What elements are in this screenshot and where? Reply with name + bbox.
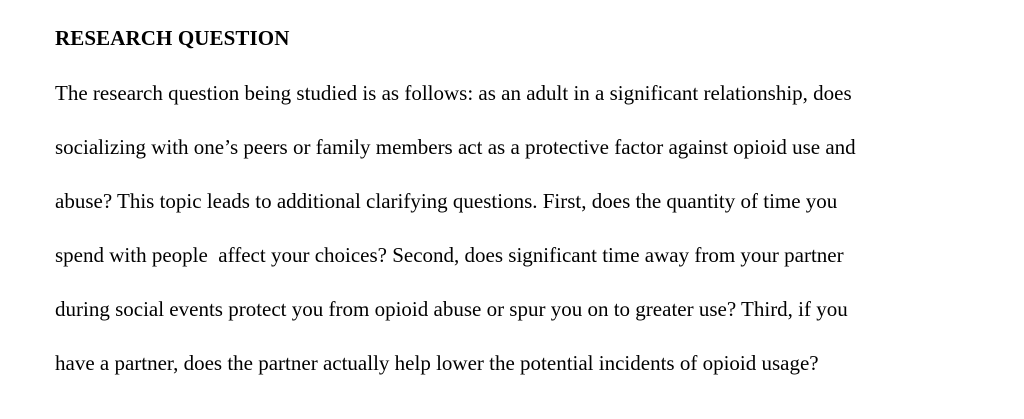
paragraph-line-5: during social events protect you from opioid abuse or spur you on to greater use? Third, if you xyxy=(55,297,848,321)
paragraph-line-6: have a partner, does the partner actually help lower the potential incidents of opioid usage? xyxy=(55,351,819,375)
paragraph-line-2: socializing with one’s peers or family members act as a protective factor against opioid use and xyxy=(55,135,856,159)
section-heading: RESEARCH QUESTION xyxy=(55,26,290,50)
paragraph-line-1: The research question being studied is as follows: as an adult in a significant relationship, does xyxy=(55,81,852,105)
paragraph-line-3: abuse? This topic leads to additional clarifying questions. First, does the quantity of time you xyxy=(55,189,838,213)
paragraph-line-4: spend with people affect your choices? Second, does significant time away from your partner xyxy=(55,243,844,267)
